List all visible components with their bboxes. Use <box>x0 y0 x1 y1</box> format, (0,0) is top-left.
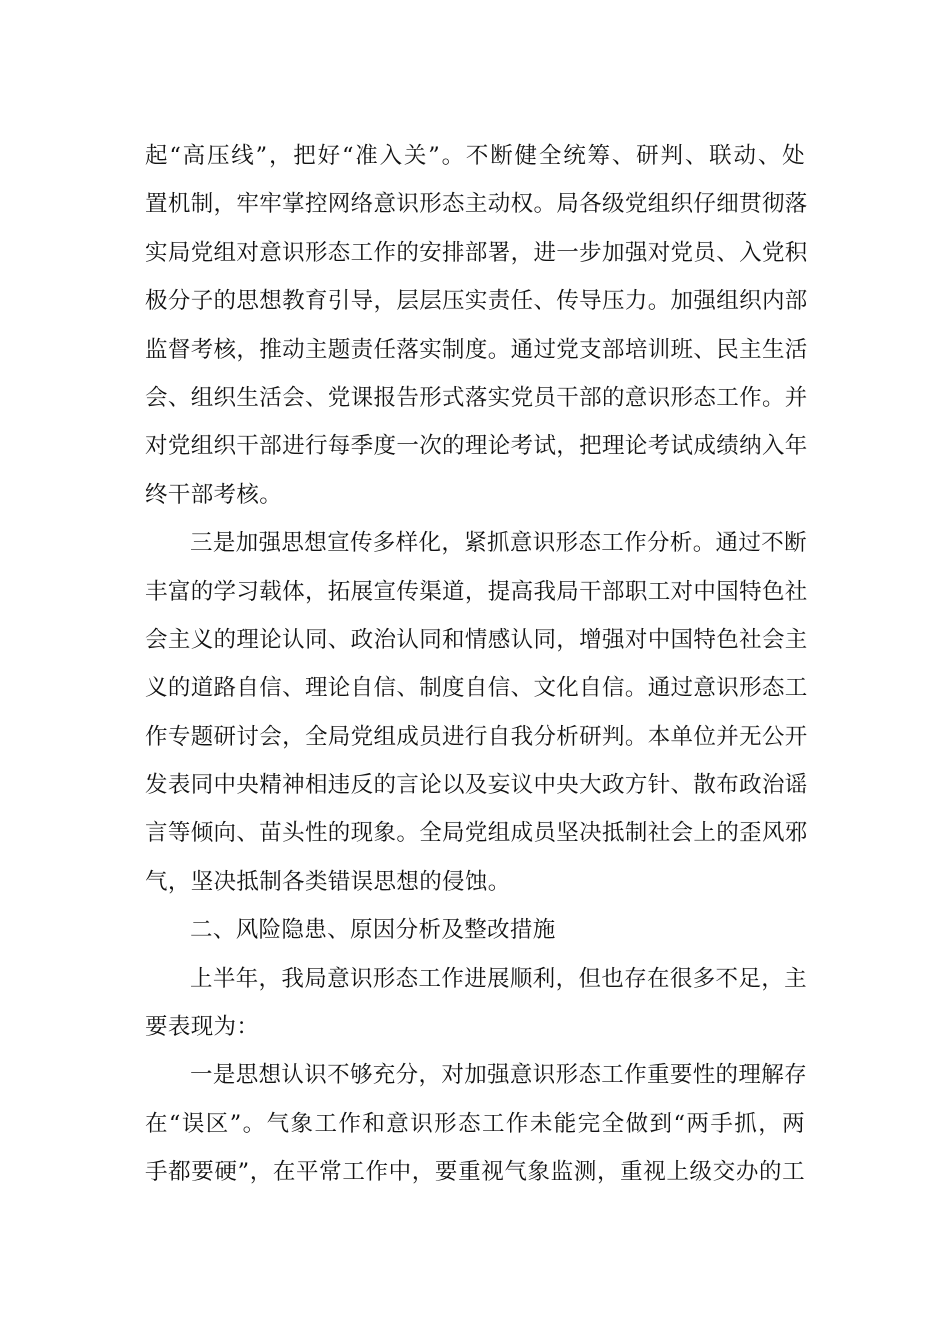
paragraph-first-line: 一是思想认识不够充分，对加强意识形态工作重要性的理解存 <box>190 1062 807 1089</box>
text-line: 监督考核，推动主题责任落实制度。通过党支部培训班、民主生活 <box>145 336 808 363</box>
text-line: 实局党组对意识形态工作的安排部署，进一步加强对党员、入党积 <box>145 239 808 266</box>
text-line: 气，坚决抵制各类错误思想的侵蚀。 <box>145 868 511 895</box>
text-line: 起“高压线”，把好“准入关”。不断健全统筹、研判、联动、处 <box>145 143 805 169</box>
text-line: 对党组织干部进行每季度一次的理论考试，把理论考试成绩纳入年 <box>145 433 808 460</box>
paragraph-first-line: 上半年，我局意识形态工作进展顺利，但也存在很多不足，主 <box>190 965 807 992</box>
paragraph-first-line: 三是加强思想宣传多样化，紧抓意识形态工作分析。通过不断 <box>190 530 807 557</box>
text-line: 极分子的思想教育引导，层层压实责任、传导压力。加强组织内部 <box>145 288 808 315</box>
body-text <box>145 132 808 1197</box>
text-line: 要表现为： <box>145 1014 260 1041</box>
text-line: 作专题研讨会，全局党组成员进行自我分析研判。本单位并无公开 <box>145 723 808 750</box>
text-line: 丰富的学习载体，拓展宣传渠道，提高我局干部职工对中国特色社 <box>145 578 808 605</box>
text-line: 会主义的理论认同、政治认同和情感认同，增强对中国特色社会主 <box>145 626 808 653</box>
text-line: 手都要硬”，在平常工作中，要重视气象监测，重视上级交办的工 <box>145 1159 805 1186</box>
text-line: 置机制，牢牢掌控网络意识形态主动权。局各级党组织仔细贯彻落 <box>145 191 808 218</box>
text-line: 发表同中央精神相违反的言论以及妄议中央大政方针、散布政治谣 <box>145 772 808 799</box>
text-line: 终干部考核。 <box>145 481 283 508</box>
text-line: 在“误区”。气象工作和意识形态工作未能完全做到“两手抓，两 <box>145 1110 805 1137</box>
paragraph-first-line: 二、风险隐患、原因分析及整改措施 <box>190 917 556 944</box>
text-line: 言等倾向、苗头性的现象。全局党组成员坚决抵制社会上的歪风邪 <box>145 820 808 847</box>
text-line: 义的道路自信、理论自信、制度自信、文化自信。通过意识形态工 <box>145 675 808 702</box>
text-line: 会、组织生活会、党课报告形式落实党员干部的意识形态工作。并 <box>145 384 808 411</box>
